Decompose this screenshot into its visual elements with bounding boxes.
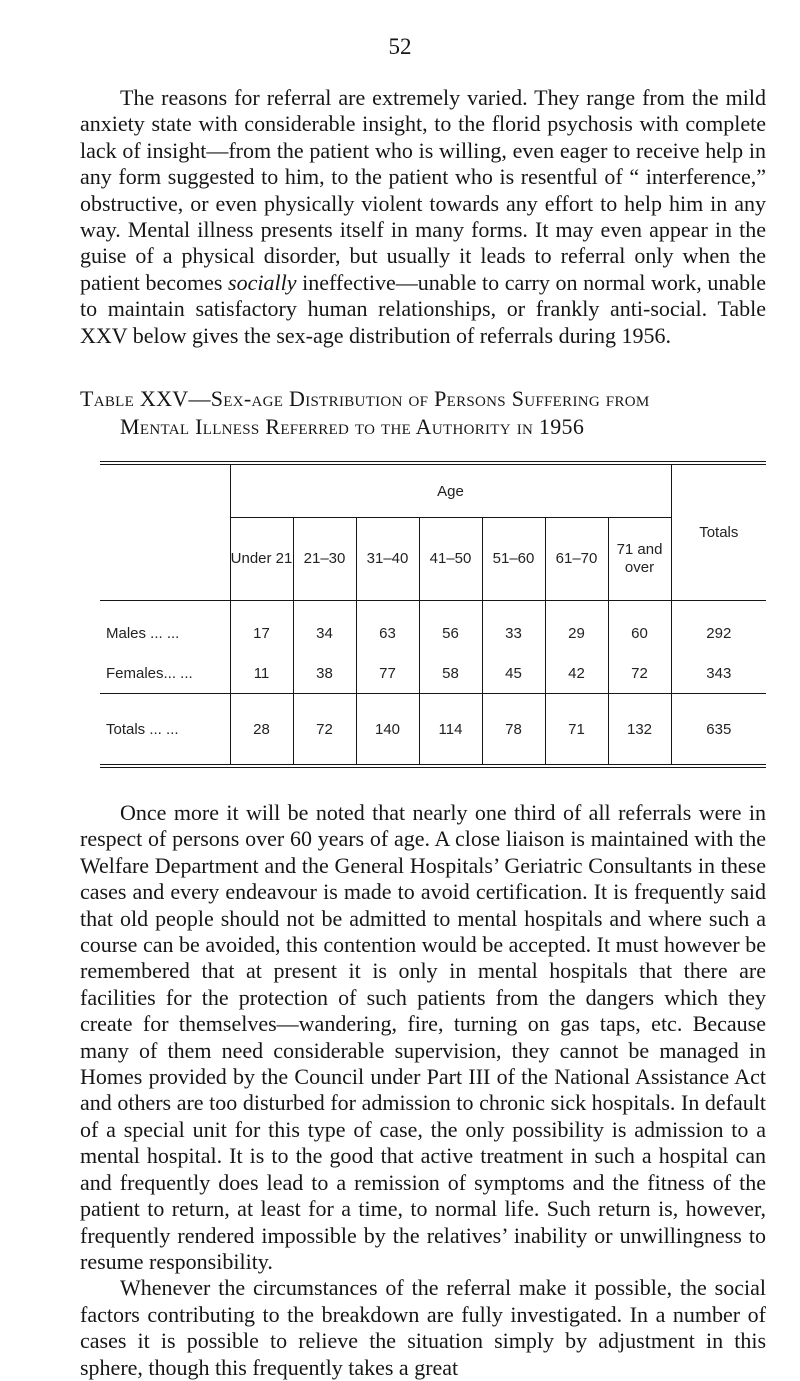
- row-total-cell: 343: [671, 653, 766, 694]
- age-band-header: 41–50: [419, 518, 482, 601]
- table-cell: 33: [482, 601, 545, 654]
- table-cell: 17: [230, 601, 293, 654]
- header-row-age: [100, 465, 766, 518]
- table-row-males: [100, 601, 766, 654]
- table-cell: 140: [356, 694, 419, 765]
- table-cell: 34: [293, 601, 356, 654]
- age-band-header: 61–70: [545, 518, 608, 601]
- row-total-cell: 635: [671, 694, 766, 765]
- table-cell: 114: [419, 694, 482, 765]
- age-band-header: Under 21: [230, 518, 293, 601]
- table-cell: 132: [608, 694, 671, 765]
- table-title-line2: Mental Illness Referred to the Authority in 1956: [120, 414, 585, 439]
- intro-text-part2: ineffective—unable to carry on normal work, unable to maintain satisfactory human relationships, or frankly anti-social. Table XXV below gives the sex-age distribution of referrals during 1956.: [80, 269, 766, 348]
- table-cell: 72: [293, 694, 356, 765]
- age-band-header: 51–60: [482, 518, 545, 601]
- table-cell: 77: [356, 653, 419, 694]
- table-cell: 28: [230, 694, 293, 765]
- age-band-header: 21–30: [293, 518, 356, 601]
- body-text: [80, 800, 766, 1381]
- body-paragraph: Whenever the circumstances of the referral make it possible, the social factors contributing to the breakdown are fully investigated. In a number of cases it is possible to relieve the situation simply by adjustment in this sphere, though this frequently takes a great: [80, 1275, 766, 1380]
- row-label: Females... ...: [106, 664, 193, 682]
- header-blank-cell: [100, 465, 230, 601]
- table-cell: 63: [356, 601, 419, 654]
- row-total-cell: 292: [671, 601, 766, 654]
- table-row-totals: [100, 694, 766, 765]
- intro-paragraph: [80, 85, 766, 349]
- age-band-header: 71 and over: [608, 518, 671, 601]
- table-title-line1: Table XXV—Sex-age Distribution of Persons Suffering from: [80, 386, 650, 411]
- referrals-table: [100, 465, 766, 764]
- table-cell: 11: [230, 653, 293, 694]
- table-cell: 60: [608, 601, 671, 654]
- row-label: Totals ... ...: [100, 694, 230, 765]
- table-cell: 72: [608, 653, 671, 694]
- header-age: Age: [230, 465, 671, 518]
- table-cell: 78: [482, 694, 545, 765]
- header-totals: Totals: [671, 465, 766, 601]
- table-row-females: [100, 653, 766, 694]
- table-cell: 38: [293, 653, 356, 694]
- table-cell: 58: [419, 653, 482, 694]
- page-number: 52: [388, 34, 412, 59]
- table-cell: 71: [545, 694, 608, 765]
- table-cell: 56: [419, 601, 482, 654]
- table-cell: 29: [545, 601, 608, 654]
- age-band-header: 31–40: [356, 518, 419, 601]
- referrals-table-frame: [100, 461, 766, 768]
- table-title: [80, 385, 766, 441]
- body-paragraph: Once more it will be noted that nearly one third of all referrals were in respect of persons over 60 years of age. A close liaison is maintained with the Welfare Department and the General Hospitals’ Geriatric Consultants in these cases and every endeavour is made to avoid certification. It is frequently said that old people should not be admitted to mental hospitals and where such a course can be avoided, this contention would be accepted. It must however be remembered that at present it is only in mental hospitals that there are facilities for the protection of such patients from the dangers which they create for themselves—wandering, fire, turning on gas taps, etc. Because many of them need considerable supervision, they cannot be managed in Homes provided by the Council under Part III of the National Assistance Act and others are too disturbed for admission to chronic sick hospitals. In default of a special unit for this type of case, the only possibility is admission to a mental hospital. It is to the good that active treatment in such a hospital can and frequently does lead to a remission of symptoms and the fitness of the patient to return, at least for a time, to normal life. Such return is, however, frequently rendered impossible by the relatives’ inability or unwillingness to resume responsibility.: [80, 800, 766, 1274]
- intro-text-part1: The reasons for referral are extremely varied. They range from the mild anxiety state with considerable insight, to the florid psychosis with complete lack of insight—from the patient who is willing, even eager to receive help in any form suggested to him, to the patient who is resentful of “ interference,” obstructive, or even physically violent towards any effort to help him in any way. Mental illness presents itself in many forms. It may even appear in the guise of a physical disorder, but usually it leads to referral only when the patient becomes: [80, 85, 766, 295]
- table-cell: 42: [545, 653, 608, 694]
- table-cell: 45: [482, 653, 545, 694]
- row-label: Males ... ...: [106, 624, 180, 642]
- intro-emphasis: socially: [228, 269, 297, 295]
